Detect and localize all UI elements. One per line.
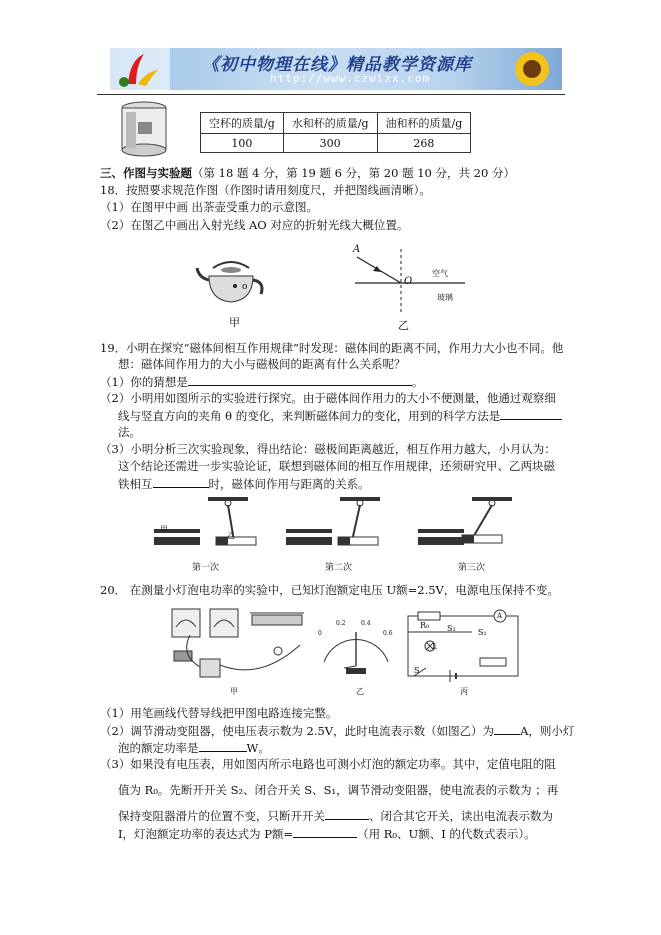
label-r0: R₀: [420, 621, 430, 630]
q20-part2-end: W。: [246, 741, 270, 755]
q20-part3-line1: （3）如果没有电压表，用如图丙所示电路也可测小灯泡的额定功率。其中，定值电阻的阻: [100, 757, 556, 771]
q20-part2-text3: 泡的额定功率是: [118, 741, 199, 755]
current-blank[interactable]: [494, 723, 520, 735]
label-s1: S₁: [478, 628, 487, 637]
banner-url: http://www.czwlzx.com: [270, 72, 431, 85]
dial-tick-3: 0.6: [383, 630, 393, 637]
q20-part3-line4: [118, 826, 536, 841]
table-cell: 100: [201, 134, 284, 153]
q20-stem: 20． 在测量小灯泡电功率的实验中，已知灯泡额定电压 U额=2.5V，电源电压保持不变。: [100, 583, 559, 597]
header-banner: [110, 48, 562, 90]
logo-icon: [110, 48, 170, 90]
q18-part1: （1）在图甲中画 出茶壶受重力的示意图。: [100, 200, 318, 214]
dial-tick-0: 0: [318, 630, 322, 637]
q20-part2-line1: [100, 723, 574, 738]
q19-part2-line1: （2）小明用如图所示的实验进行探究。由于磁体间作用力的大小不便测量，他通过观察细: [100, 391, 556, 405]
q19-part1-text: （1）你的猜想是: [100, 375, 188, 389]
label-ammeter: A: [497, 612, 503, 620]
banner-title: 《初中物理在线》精品教学资源库: [202, 55, 472, 75]
expression-blank[interactable]: [293, 826, 357, 838]
magnet-label-yi: 乙: [227, 531, 235, 540]
dial-tick-2: 0.4: [361, 620, 371, 627]
q20-part3-text2: 、闭合其它开关，读出电流表示数为: [369, 809, 553, 823]
guess-blank[interactable]: [188, 374, 412, 386]
ammeter-dial-figure: [316, 618, 396, 676]
glass-label: 玻璃: [437, 293, 453, 302]
label-lamp: L: [432, 643, 437, 651]
q19-part3-end: 时，磁体间作用与距离的关系。: [208, 477, 370, 491]
caption-first: 第一次: [192, 563, 220, 573]
table-cell: 268: [377, 134, 471, 153]
fig20-yi-caption: 乙: [356, 687, 364, 696]
sunflower-icon: [492, 48, 562, 90]
q19-part2-text: 线与竖直方向的夹角 θ 的变化，来判断磁体间力的变化，用到的科学方法是: [118, 409, 501, 423]
fig-jia-caption: 甲: [229, 316, 240, 329]
q19-part3-line3: [118, 476, 370, 491]
q20-part2-text2: A，则小灯: [520, 724, 575, 738]
q19-line1: 19．小明在探究“磁体间相互作用规律”时发现：磁体间的距离不同，作用力大小也不同。他: [100, 341, 564, 355]
table-cell: 300: [283, 134, 377, 153]
caption-third: 第三次: [458, 563, 486, 573]
fig-yi-caption: 乙: [398, 319, 409, 332]
dial-tick-1: 0.2: [336, 620, 346, 627]
power-blank[interactable]: [199, 740, 247, 752]
q19-line2: 想：磁体间作用力的大小与磁极间的距离有什么关系呢？: [118, 357, 406, 371]
cup-icon: [118, 100, 170, 158]
q18-stem: 18．按照要求规范作图（作图时请用刻度尺，并把图线画清晰）。: [100, 183, 431, 197]
poles-blank[interactable]: [153, 476, 209, 488]
table-header-row: [201, 113, 471, 134]
q19-part3-line2: 这个结论还需进一步实验论证，联想到磁体间的相互作用规律，还须研究甲、乙两块磁: [118, 459, 555, 473]
table-row: [201, 134, 471, 153]
circuit-diagram-figure: [402, 608, 524, 684]
table-header-cell: 油和杯的质量/g: [377, 113, 471, 134]
q20-part3-line2: 值为 R₀。先断开开关 S₂、闭合开关 S、S₁，调节滑动变阻器，使电流表的示数为 ；再: [118, 783, 559, 797]
fig20-jia-caption: 甲: [230, 687, 238, 696]
caption-second: 第二次: [325, 563, 353, 573]
section-heading: [100, 166, 515, 180]
q19-part3-text: 铁相互: [118, 477, 153, 491]
q20-part3-text: 保持变阻器滑片的位置不变，只断开开关: [118, 809, 325, 823]
q19-part1: [100, 374, 423, 389]
q20-part2-line2: [118, 740, 270, 755]
section-note: （第 18 题 4 分，第 19 题 6 分，第 20 题 10 分，共 20 分）: [192, 166, 515, 180]
teapot-center-label: o: [242, 282, 248, 292]
q19-part2-line3: 法。: [118, 425, 141, 439]
q19-part2-line2: [118, 408, 562, 423]
switch-blank[interactable]: [325, 808, 369, 820]
label-s2: S₂: [447, 624, 456, 633]
table-header-cell: 空杯的质量/g: [201, 113, 284, 134]
method-blank[interactable]: [500, 408, 562, 420]
teapot-figure: [195, 258, 270, 306]
q20-part2-text: （2）调节滑动变阻器，使电压表示数为 2.5V，此时电流表示数（如图乙）为: [100, 724, 495, 738]
q20-part3-end: （用 R₀、U额、I 的代数式表示）。: [357, 827, 536, 841]
q19-part1-end: 。: [411, 375, 424, 389]
magnet-label-jia: 甲: [160, 525, 168, 534]
point-o-label: O: [404, 276, 413, 287]
mass-table: [200, 112, 471, 153]
header-rule: [97, 94, 565, 95]
circuit-apparatus-figure: [160, 605, 310, 683]
magnet-figures: [150, 495, 550, 557]
q20-part3-text3: I，灯泡额定功率的表达式为 P额=: [118, 827, 294, 841]
q20-part1: （1）用笔画线代替导线把甲图电路连接完整。: [100, 706, 338, 720]
table-header-cell: 水和杯的质量/g: [283, 113, 377, 134]
label-s: S: [414, 666, 420, 675]
q18-part2: （2）在图乙中画出入射光线 AO 对应的折射光线大概位置。: [100, 218, 409, 232]
q19-part3-line1: （3）小明分析三次实验现象，得出结论：磁极间距离越近，相互作用力越大，小月认为：: [100, 442, 556, 456]
point-a-label: A: [353, 244, 361, 255]
q20-part3-line3: [118, 808, 553, 823]
air-label: 空气: [432, 269, 448, 278]
fig20-bing-caption: 丙: [460, 687, 468, 696]
section-title: 三、作图与实验题: [100, 166, 192, 180]
